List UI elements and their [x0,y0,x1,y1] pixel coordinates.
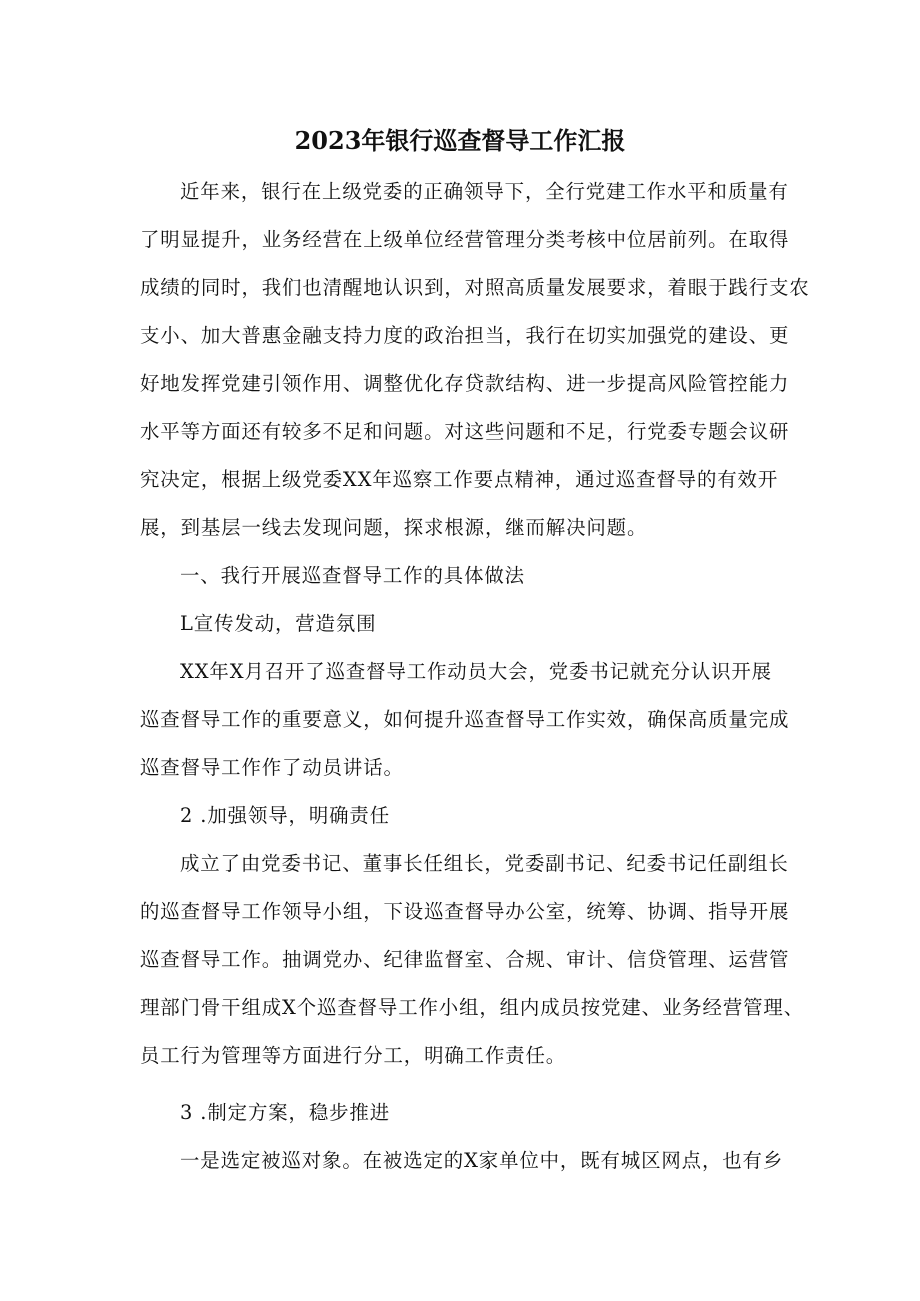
intro-line-1: 近年来，银行在上级党委的正确领导下，全行党建工作水平和质量有 [180,180,789,203]
intro-line-5: 好地发挥党建引领作用、调整优化存贷款结构、进一步提高风险管控能力 [140,372,790,395]
subheading-1: L宣传发动，营造氛围 [180,612,377,635]
item2-line-4: 理部门骨干组成X个巡查督导工作小组，组内成员按党建、业务经营管理、 [140,996,805,1019]
subheading-2: 2 .加强领导，明确责任 [180,804,390,827]
item2-line-5: 员工行为管理等方面进行分工，明确工作责任。 [140,1044,567,1067]
intro-line-4: 支小、加大普惠金融支持力度的政治担当，我行在切实加强党的建设、更 [140,324,790,347]
item2-line-1: 成立了由党委书记、董事长任组长，党委副书记、纪委书记任副组长 [180,852,789,875]
document-title: 2023年银行巡查督导工作汇报 [294,126,626,155]
item1-line-3: 巡查督导工作作了动员讲话。 [140,756,404,779]
item2-line-2: 的巡查督导工作领导小组，下设巡查督导办公室，统筹、协调、指导开展 [140,900,790,923]
intro-line-2: 了明显提升，业务经营在上级单位经营管理分类考核中位居前列。在取得 [140,228,790,251]
item3-line-1: 一是选定被巡对象。在被选定的X家单位中，既有城区网点，也有乡 [180,1149,784,1172]
item1-line-2: 巡查督导工作的重要意义，如何提升巡查督导工作实效，确保高质量完成 [140,708,790,731]
section-heading-1: 一、我行开展巡查督导工作的具体做法 [180,564,525,587]
intro-line-7: 究决定，根据上级党委XX年巡察工作要点精神，通过巡查督导的有效开 [140,468,779,491]
intro-line-8: 展，到基层一线去发现问题，探求根源，继而解决问题。 [140,516,648,539]
item1-line-1: XX年X月召开了巡查督导工作动员大会，党委书记就充分认识开展 [180,660,772,683]
item2-line-3: 巡查督导工作。抽调党办、纪律监督室、合规、审计、信贷管理、运营管 [140,948,790,971]
intro-line-3: 成绩的同时，我们也清醒地认识到，对照高质量发展要求，着眼于践行支农 [140,276,810,299]
intro-line-6: 水平等方面还有较多不足和问题。对这些问题和不足，行党委专题会议研 [140,420,790,443]
subheading-3: 3 .制定方案，稳步推进 [180,1101,390,1124]
